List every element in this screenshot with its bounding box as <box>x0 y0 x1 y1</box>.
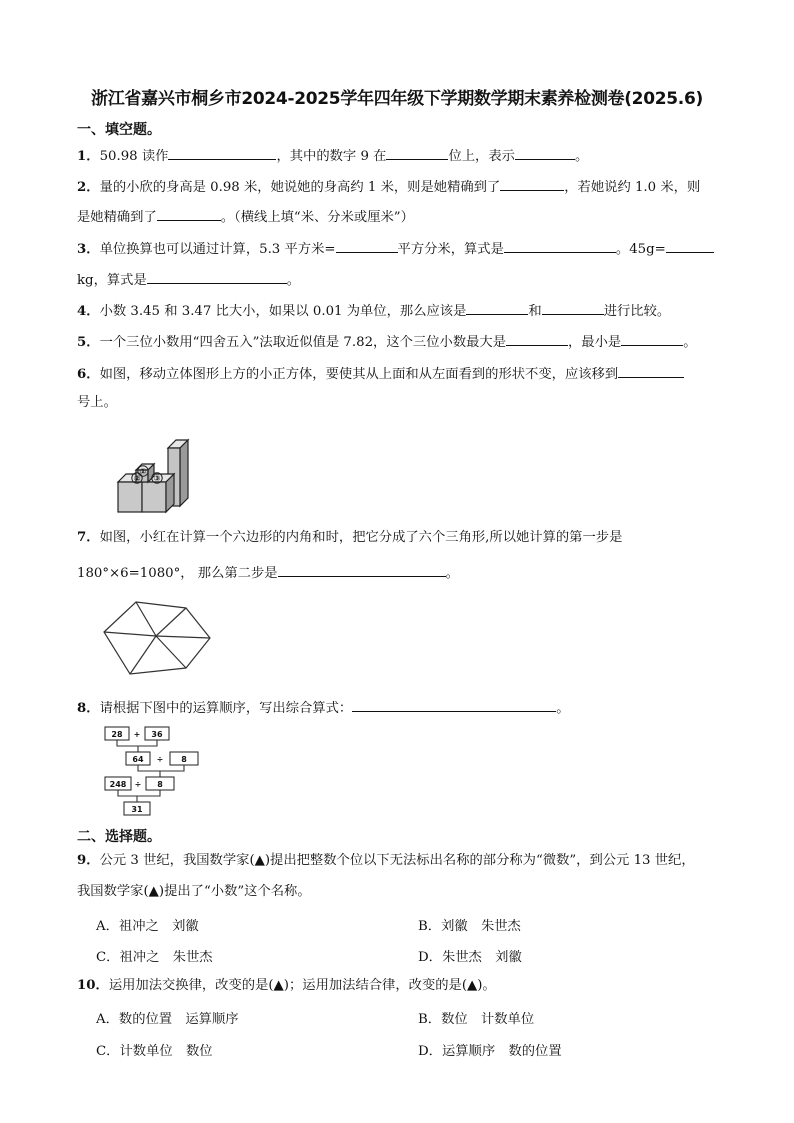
question-number: 7． <box>77 530 100 545</box>
question-text: 量的小欣的身高是 0.98 米，她说她的身高约 1 米，则是她精确到了 <box>99 180 501 195</box>
answer-blank[interactable] <box>515 145 575 160</box>
question-number: 10． <box>77 978 109 993</box>
flow-value-2: 36 <box>151 730 163 739</box>
question-6-line-2 <box>77 394 117 412</box>
question-10 <box>77 977 496 995</box>
page-title: 浙江省嘉兴市桐乡市2024-2025学年四年级下学期数学期末素养检测卷(2025.6) <box>91 89 703 109</box>
flow-value-4: 8 <box>181 755 187 764</box>
answer-blank[interactable] <box>278 562 446 577</box>
question-text: 平方分米，算式是 <box>397 242 504 257</box>
question-text: 小数 3.45 和 3.47 比大小，如果以 0.01 为单位，那么应该是 <box>99 304 467 319</box>
question-1 <box>77 145 588 166</box>
question-text: 号上。 <box>77 395 117 410</box>
question-text: ，最小是 <box>568 335 622 350</box>
question-3-line-2 <box>77 269 300 290</box>
answer-blank[interactable] <box>506 331 568 346</box>
question-2-line-1 <box>77 176 700 197</box>
question-text: 。（横线上填“米、分米或厘米”） <box>220 210 414 225</box>
question-text: 。 <box>683 335 697 350</box>
answer-blank[interactable] <box>618 363 684 378</box>
q10-option-c[interactable]: C．计数单位 数位 <box>96 1044 213 1059</box>
flow-operator-1: + <box>133 730 141 739</box>
flow-value-3: 64 <box>132 755 144 764</box>
question-9-line-2 <box>77 883 311 901</box>
question-3-line-1 <box>77 238 714 259</box>
question-number: 5． <box>77 335 100 350</box>
q9-option-c[interactable]: C．祖冲之 朱世杰 <box>96 950 213 965</box>
q10-option-b[interactable]: B．数位 计数单位 <box>418 1012 535 1027</box>
question-text: 请根据下图中的运算顺序，写出综合算式： <box>99 701 353 716</box>
question-text: 公元 3 世纪，我国数学家(▲)提出把整数个位以下无法标出名称的部分称为“微数”，到公元 13 世纪， <box>99 853 695 868</box>
question-text: 是她精确到了 <box>77 210 157 225</box>
question-number: 4． <box>77 304 100 319</box>
question-text: 。45g= <box>615 242 666 257</box>
answer-blank[interactable] <box>500 176 564 191</box>
question-number: 3． <box>77 242 100 257</box>
question-2-line-2 <box>77 206 414 227</box>
question-text: 如图，移动立体图形上方的小正方体，要使其从上面和从左面看到的形状不变，应该移到 <box>99 367 619 382</box>
answer-blank[interactable] <box>352 697 556 712</box>
question-text: 和 <box>528 304 542 319</box>
flow-value-5: 248 <box>109 780 127 789</box>
hexagon-figure <box>100 598 212 678</box>
question-text: 一个三位小数用“四舍五入”法取近似值是 7.82，这个三位小数最大是 <box>99 335 507 350</box>
flow-operator-2: ÷ <box>156 755 164 764</box>
flow-value-7: 31 <box>131 805 143 814</box>
cube-label-1: ① <box>139 467 147 476</box>
q10-option-d[interactable]: D．运算顺序 数的位置 <box>418 1044 562 1059</box>
q9-option-d[interactable]: D．朱世杰 刘徽 <box>418 950 522 965</box>
question-text: 。 <box>556 701 570 716</box>
question-text: 我国数学家(▲)提出了“小数”这个名称。 <box>77 884 311 899</box>
q9-option-b[interactable]: B．刘徽 朱世杰 <box>418 919 521 934</box>
answer-blank[interactable] <box>466 300 528 315</box>
question-text: 180°×6=1080°， 那么第二步是 <box>77 566 278 581</box>
question-number: 2． <box>77 180 100 195</box>
question-text: kg，算式是 <box>77 273 147 288</box>
flow-value-6: 8 <box>157 780 163 789</box>
cube-label-3: ③ <box>153 474 161 483</box>
question-number: 8． <box>77 701 100 716</box>
question-text: 。 <box>445 566 459 581</box>
answer-blank[interactable] <box>666 238 714 253</box>
operation-flow-diagram <box>100 724 204 820</box>
question-text: 单位换算也可以通过计算，5.3 平方米= <box>99 242 336 257</box>
question-text: 。 <box>286 273 301 288</box>
answer-blank[interactable] <box>542 300 604 315</box>
question-text: 。 <box>574 149 589 164</box>
question-8 <box>77 697 570 718</box>
section-fill-in-heading: 一、填空题。 <box>77 122 161 138</box>
cube-label-2: ② <box>133 474 141 483</box>
question-text: ，其中的数字 9 在 <box>276 149 387 164</box>
question-text: 位上，表示 <box>448 149 515 164</box>
answer-blank[interactable] <box>157 206 221 221</box>
question-text: 50.98 读作 <box>99 149 169 164</box>
question-text: 进行比较。 <box>603 304 671 319</box>
question-text: 如图，小红在计算一个六边形的内角和时，把它分成了六个三角形,所以她计算的第一步是 <box>99 530 623 545</box>
question-text: ，若她说约 1.0 米，则 <box>564 180 701 195</box>
flow-operator-3: ÷ <box>134 780 142 789</box>
question-number: 6． <box>77 367 100 382</box>
q9-option-a[interactable]: A．祖冲之 刘徽 <box>96 919 199 934</box>
question-7-line-1 <box>77 529 622 547</box>
flow-value-1: 28 <box>111 730 123 739</box>
section-multiple-choice-heading: 二、选择题。 <box>77 829 161 845</box>
answer-blank[interactable] <box>168 145 276 160</box>
question-7-line-2 <box>77 562 459 583</box>
q10-option-a[interactable]: A．数的位置 运算顺序 <box>96 1012 239 1027</box>
question-number: 9． <box>77 853 100 868</box>
answer-blank[interactable] <box>621 331 683 346</box>
question-9-line-1 <box>77 852 695 870</box>
answer-blank[interactable] <box>504 238 616 253</box>
answer-blank[interactable] <box>147 269 287 284</box>
cube-figure <box>112 436 192 518</box>
answer-blank[interactable] <box>336 238 398 253</box>
question-number: 1． <box>77 149 100 164</box>
question-4 <box>77 300 670 321</box>
question-6-line-1 <box>77 363 684 384</box>
answer-blank[interactable] <box>386 145 448 160</box>
question-text: 运用加法交换律，改变的是(▲)；运用加法结合律，改变的是(▲)。 <box>108 978 496 993</box>
question-5 <box>77 331 697 352</box>
